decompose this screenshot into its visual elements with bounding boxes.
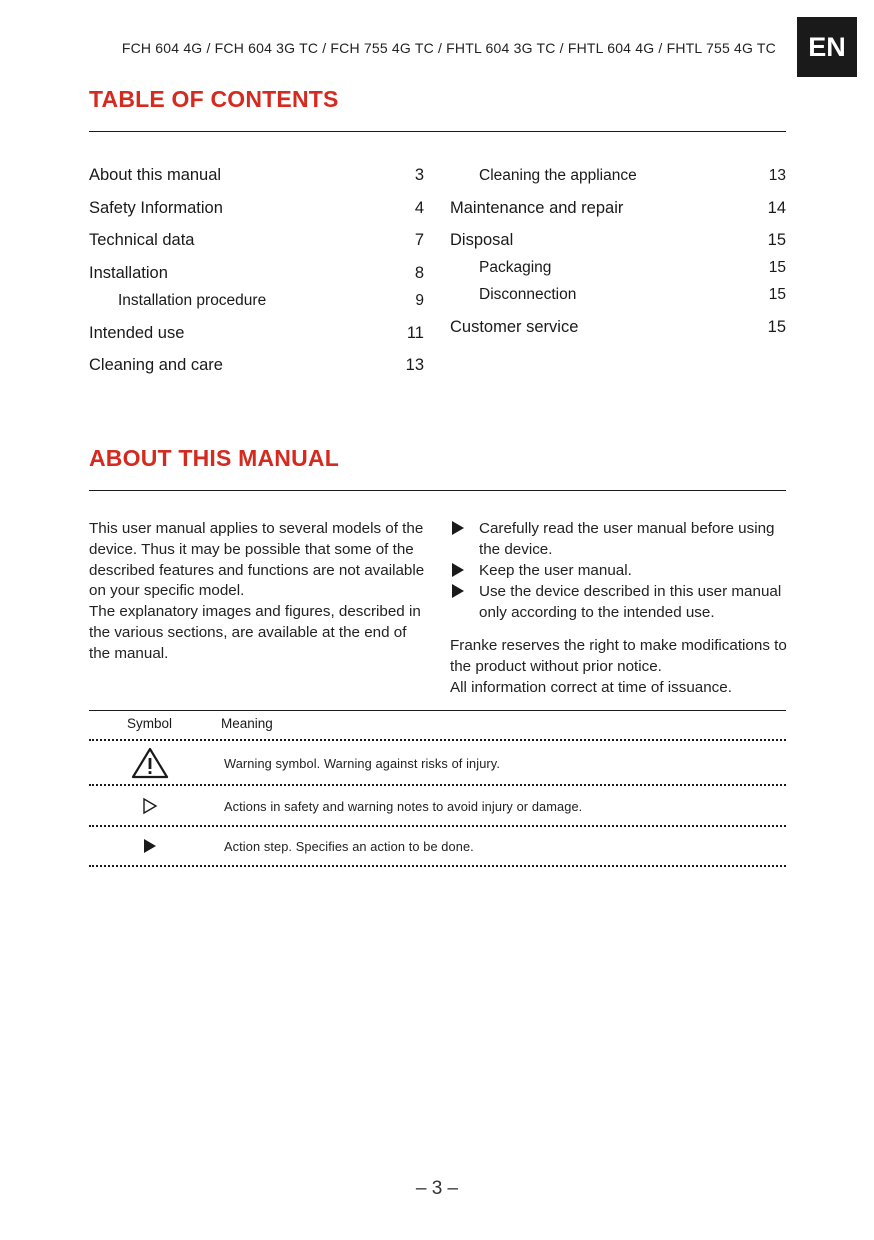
toc-entry-page: 13 — [405, 356, 424, 374]
notice-modifications: Franke reserves the right to make modifications to the product without prior notice. — [450, 637, 787, 675]
about-title: ABOUT THIS MANUAL — [89, 445, 339, 471]
toc-entry[interactable] — [89, 356, 424, 375]
warning-triangle-icon — [131, 747, 169, 779]
toc-entry-page: 13 — [768, 167, 786, 184]
solid-play-icon — [452, 584, 464, 598]
toc-entry[interactable] — [89, 231, 424, 250]
toc-entry-label: Installation procedure — [118, 292, 267, 309]
toc-entry-page: 4 — [414, 199, 424, 217]
toc-entry-label: Cleaning and care — [89, 356, 223, 374]
bullet-text: Use the device described in this user manual only according to the intended use. — [479, 583, 782, 621]
symbol-table-top-rule — [89, 710, 786, 711]
toc-entry-label: Customer service — [450, 318, 579, 336]
solid-play-icon — [452, 563, 464, 577]
toc-entry-label: Cleaning the appliance — [479, 167, 637, 184]
toc-entry-label: Technical data — [89, 231, 195, 249]
toc-entry-page: 15 — [767, 318, 786, 336]
about-divider — [89, 490, 786, 491]
toc-subentry[interactable] — [479, 259, 786, 277]
toc-entry-page: 15 — [768, 259, 786, 276]
table-row-divider — [89, 825, 786, 827]
solid-play-icon — [142, 837, 158, 855]
symbol-meaning: Actions in safety and warning notes to avoid injury or damage. — [224, 799, 583, 814]
symbol-cell — [89, 794, 211, 818]
bullet-text: Carefully read the user manual before using the device. — [479, 520, 775, 558]
toc-entry[interactable] — [89, 199, 424, 218]
symbol-meaning: Warning symbol. Warning against risks of injury. — [224, 756, 500, 771]
toc-entry-label: About this manual — [89, 166, 222, 184]
model-list: FCH 604 4G / FCH 604 3G TC / FCH 755 4G TC / FHTL 604 3G TC / FHTL 604 4G / FHTL 755 4G TC — [121, 40, 776, 56]
table-row-divider — [89, 739, 786, 741]
bullet-text: Keep the user manual. — [479, 562, 632, 579]
toc-entry-label: Maintenance and repair — [450, 199, 624, 217]
toc-subentry[interactable] — [479, 167, 786, 185]
instruction-bullet — [450, 582, 790, 624]
language-badge: EN — [797, 17, 857, 77]
symbol-cell — [89, 746, 211, 780]
table-bottom-rule — [89, 865, 786, 867]
instruction-bullet — [450, 561, 790, 582]
toc-entry[interactable] — [450, 231, 786, 250]
toc-entry[interactable] — [450, 199, 786, 218]
toc-entry[interactable] — [89, 324, 424, 343]
about-intro — [89, 519, 429, 665]
toc-entry[interactable] — [89, 166, 424, 185]
solid-play-icon — [452, 521, 464, 535]
toc-entry-label: Disposal — [450, 231, 514, 249]
toc-subentry[interactable] — [479, 286, 786, 304]
table-row-divider — [89, 784, 786, 786]
toc-entry-page: 9 — [415, 292, 424, 309]
symbol-cell — [89, 834, 211, 858]
about-paragraph-models: This user manual applies to several models of the device. Thus it may be possible that some of the described features and functions are not available on your specific model. — [89, 520, 425, 600]
page-number: – 3 – — [415, 1178, 459, 1199]
toc-entry-label: Safety Information — [89, 199, 223, 217]
toc-entry-label: Packaging — [479, 259, 552, 276]
toc-entry-label: Disconnection — [479, 286, 577, 303]
outline-play-icon — [142, 797, 158, 815]
toc-entry[interactable] — [89, 264, 424, 283]
toc-entry-page: 3 — [414, 166, 424, 184]
toc-entry-page: 11 — [406, 324, 424, 342]
toc-entry-page: 7 — [414, 231, 424, 249]
manufacturer-notice — [450, 636, 790, 698]
toc-entry-label: Installation — [89, 264, 168, 282]
toc-entry-page: 15 — [767, 231, 786, 249]
toc-entry-page: 8 — [414, 264, 424, 282]
instruction-bullet — [450, 519, 790, 561]
symbol-column-header: Symbol — [127, 716, 173, 731]
toc-divider — [89, 131, 786, 132]
about-paragraph-images: The explanatory images and figures, described in the various sections, are available at the end of the manual. — [89, 603, 421, 662]
meaning-column-header: Meaning — [221, 716, 273, 731]
toc-entry-page: 15 — [768, 286, 786, 303]
toc-entry[interactable] — [450, 318, 786, 337]
toc-entry-page: 14 — [767, 199, 786, 217]
toc-title: TABLE OF CONTENTS — [89, 86, 339, 112]
notice-issuance: All information correct at time of issuance. — [450, 678, 732, 696]
toc-subentry[interactable] — [118, 292, 424, 310]
symbol-meaning: Action step. Specifies an action to be done. — [224, 839, 474, 854]
toc-entry-label: Intended use — [89, 324, 185, 342]
